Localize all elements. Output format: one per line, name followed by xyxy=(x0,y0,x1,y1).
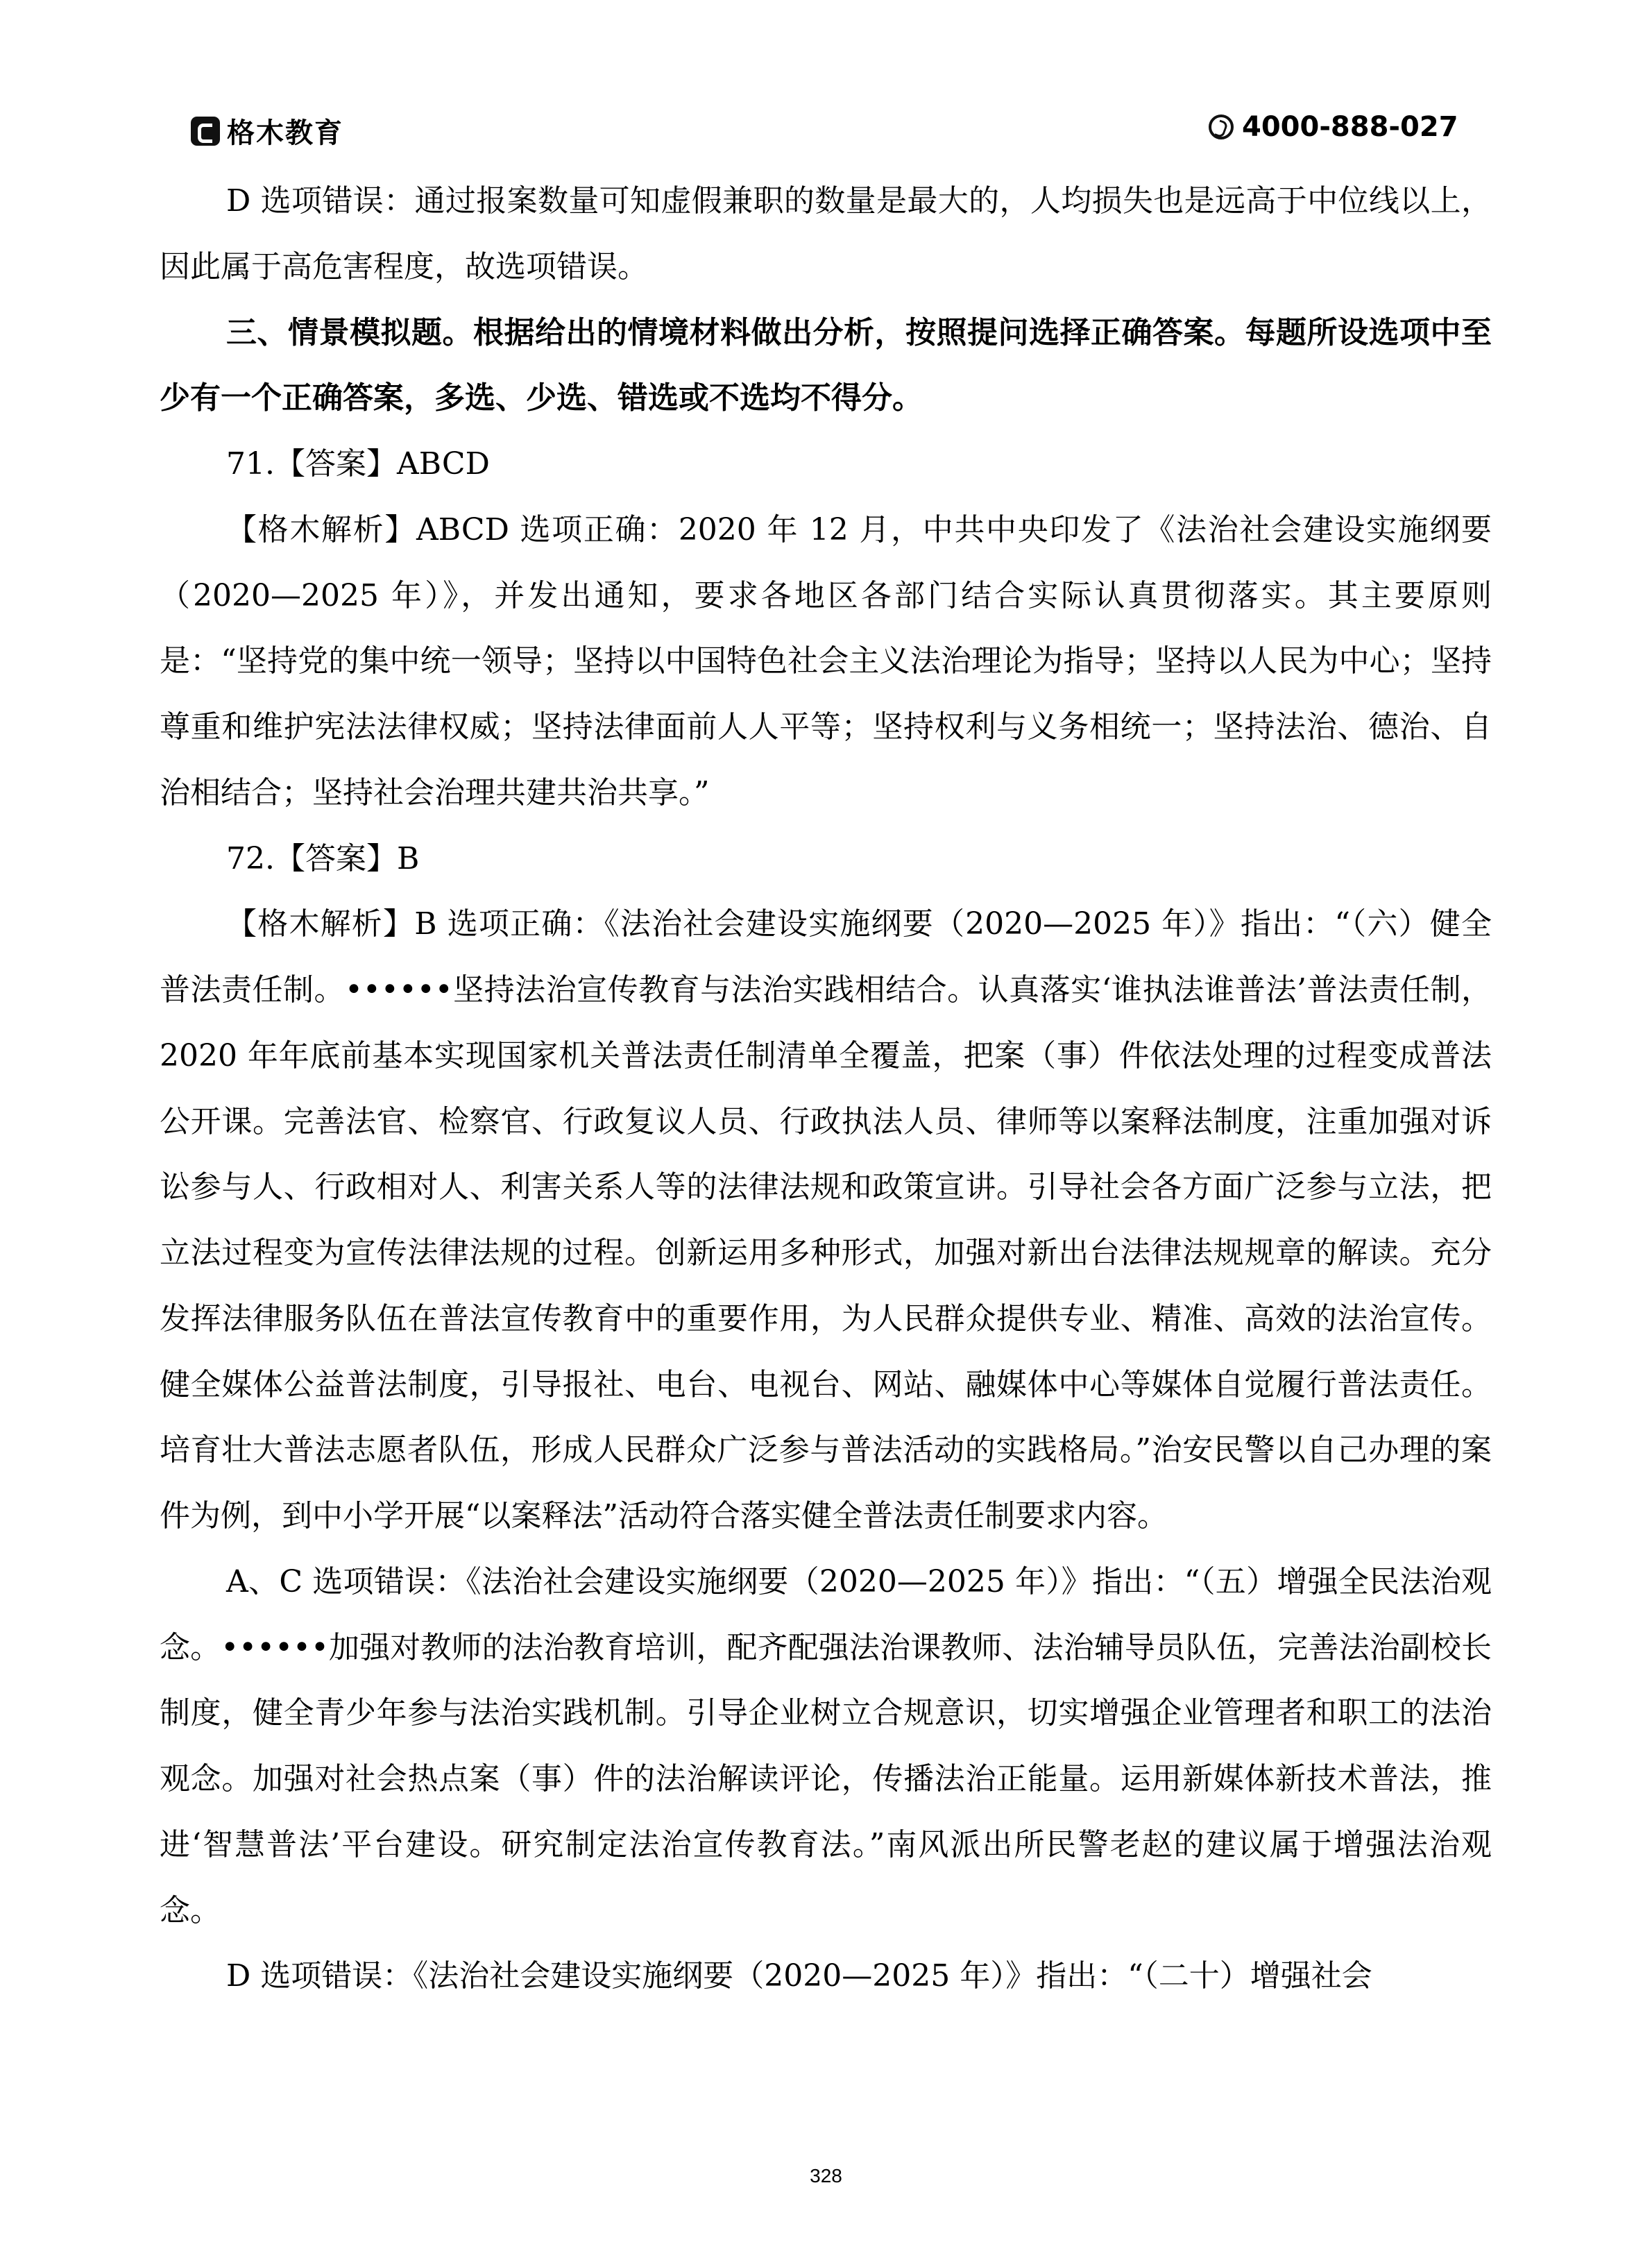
analysis-72: 【格木解析】B 选项正确：《法治社会建设实施纲要（2020—2025 年）》指出：“（六）健全普法责任制。••••••坚持法治宣传教育与法治实践相结合。认真落实‘谁执法谁普法’普法责任制，2020 年年底前基本实现国家机关普法责任制清单全覆盖，把案（事）件依法处理的过程变成普法公开课。完善法官、检察官、行政复议人员、行政执法人员、律师等以案释法制度，注重加强对诉讼参与人、行政相对人、利害关系人等的法律法规和政策宣讲。引导社会各方面广泛参与立法，把立法过程变为宣传法律法规的过程。创新运用多种形式，加强对新出台法律法规规章的解读。充分发挥法律服务队伍在普法宣传教育中的重要作用，为人民群众提供专业、精准、高效的法治宣传。健全媒体公益普法制度，引导报社、电台、电视台、网站、融媒体中心等媒体自觉履行普法责任。培育壮大普法志愿者队伍，形成人民群众广泛参与普法活动的实践格局。”治安民警以自己办理的案件为例，到中小学开展“以案释法”活动符合落实健全普法责任制要求内容。 xyxy=(160,906,1492,1534)
answer-72: 72.【答案】B xyxy=(226,840,420,876)
analysis-72-option-ac: A、C 选项错误：《法治社会建设实施纲要（2020—2025 年）》指出：“（五）增强全民法治观念。••••••加强对教师的法治教育培训，配齐配强法治课教师、法治辅导员队伍，完善法治副校长制度，健全青少年参与法治实践机制。引导企业树立合规意识，切实增强企业管理者和职工的法治观念。加强对社会热点案（事）件的法治解读评论，传播法治正能量。运用新媒体新技术普法，推进‘智慧普法’平台建设。研究制定法治宣传教育法。”南风派出所民警老赵的建议属于增强法治观念。 xyxy=(160,1563,1492,1928)
phone-contact xyxy=(1209,111,1458,143)
section-heading: 三、情景模拟题。根据给出的情境材料做出分析，按照提问选择正确答案。每题所设选项中至少有一个正确答案，多选、少选、错选或不选均不得分。 xyxy=(160,314,1492,416)
brand-name: 格木教育 xyxy=(227,117,343,149)
answer-71: 71.【答案】ABCD xyxy=(226,446,490,482)
page-number: 328 xyxy=(810,2165,842,2186)
paragraph-option-d-error: D 选项错误：通过报案数量可知虚假兼职的数量是最大的，人均损失也是远高于中位线以上，因此属于高危害程度，故选项错误。 xyxy=(160,183,1492,285)
phone-number: 4000-888-027 xyxy=(1242,111,1458,143)
brand-logo xyxy=(191,111,343,151)
phone-icon xyxy=(1209,114,1234,139)
logo-mark-icon xyxy=(191,117,220,146)
document-body xyxy=(160,169,1492,2010)
analysis-72-option-d: D 选项错误：《法治社会建设实施纲要（2020—2025 年）》指出：“（二十）增强社会 xyxy=(226,1958,1372,1994)
page-header xyxy=(0,104,1652,160)
analysis-71: 【格木解析】ABCD 选项正确：2020 年 12 月，中共中央印发了《法治社会建设实施纲要（2020—2025 年）》，并发出通知，要求各地区各部门结合实际认真贯彻落实。其主要原则是：“坚持党的集中统一领导；坚持以中国特色社会主义法治理论为指导；坚持以人民为中心；坚持尊重和维护宪法法律权威；坚持法律面前人人平等；坚持权利与义务相统一；坚持法治、德治、自治相结合；坚持社会治理共建共治共享。” xyxy=(160,511,1492,810)
